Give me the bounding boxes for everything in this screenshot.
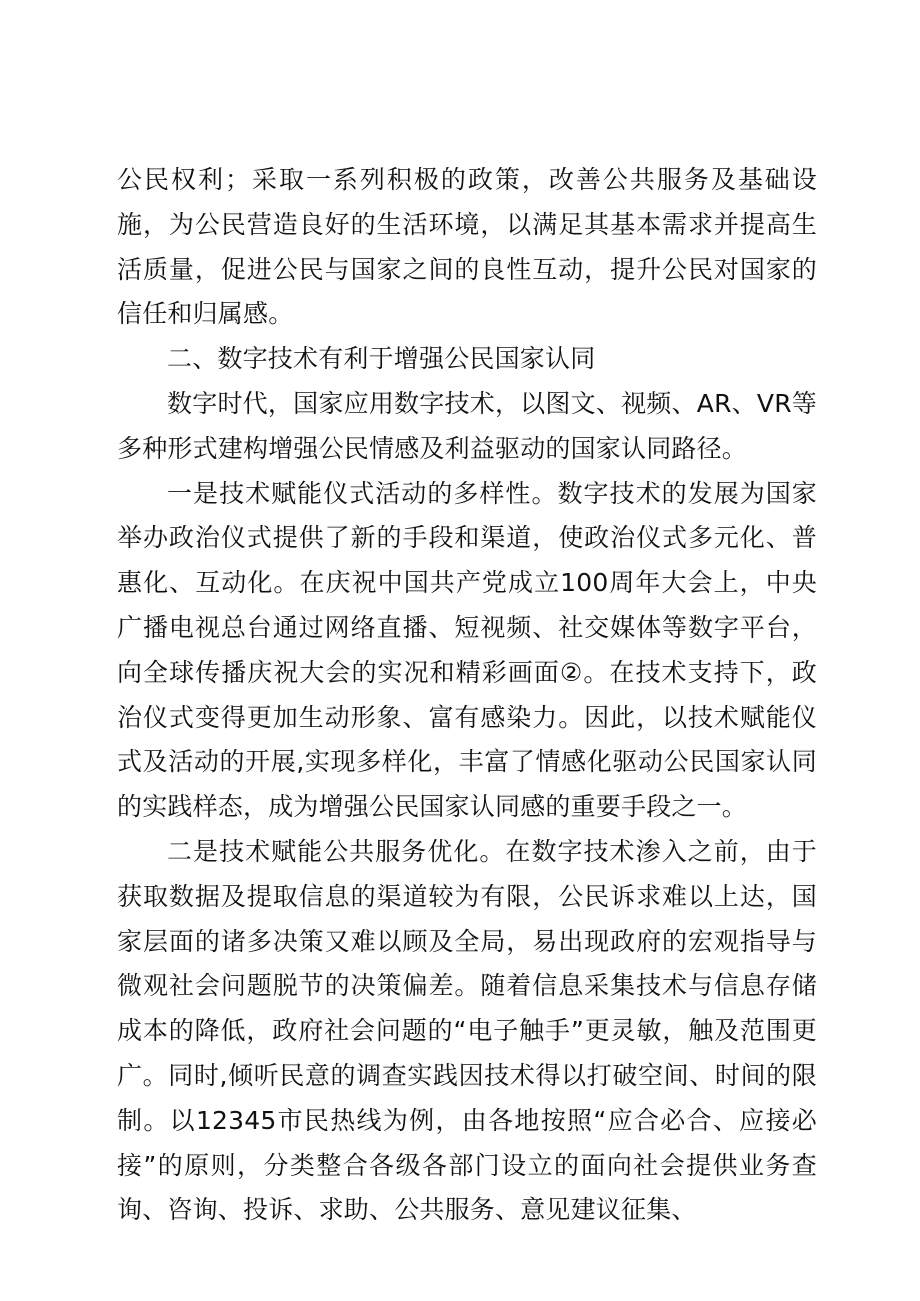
paragraph-intro: 数字时代，国家应用数字技术，以图文、视频、AR、VR等多种形式建构增强公民情感及利益驱动的国家认同路径。: [117, 388, 817, 463]
paragraph-ritual-activities: 一是技术赋能仪式活动的多样性。数字技术的发展为国家举办政治仪式提供了新的手段和渠道，使政治仪式多元化、普惠化、互动化。在庆祝中国共产党成立100周年大会上，中央广播电视总台通过网络直播、短视频、社交媒体等数字平台，向全球传播庆祝大会的实况和精彩画面②。在技术支持下，政治仪式变得更加生动形象、富有感染力。因此，以技术赋能仪式及活动的开展,实现多样化，丰富了情感化驱动公民国家认同的实践样态，成为增强公民国家认同感的重要手段之一。: [117, 478, 817, 822]
document-body: [117, 158, 817, 1233]
paragraph-public-services: 二是技术赋能公共服务优化。在数字技术渗入之前，由于获取数据及提取信息的渠道较为有限，公民诉求难以上达，国家层面的诸多决策又难以顾及全局，易出现政府的宏观指导与微观社会问题脱节的决策偏差。随着信息采集技术与信息存储成本的降低，政府社会问题的“电子触手”更灵敏，触及范围更广。同时,倾听民意的调查实践因技术得以打破空间、时间的限制。以12345市民热线为例，由各地按照“应合必合、应接必接”的原则，分类整合各级各部门设立的面向社会提供业务查询、咨询、投诉、求助、公共服务、意见建议征集、: [117, 836, 817, 1225]
paragraph-continuation: 公民权利；采取一系列积极的政策，改善公共服务及基础设施，为公民营造良好的生活环境，以满足其基本需求并提高生活质量，促进公民与国家之间的良性互动，提升公民对国家的信任和归属感。: [117, 165, 817, 329]
section-heading: 二、数字技术有利于增强公民国家认同: [167, 344, 596, 374]
